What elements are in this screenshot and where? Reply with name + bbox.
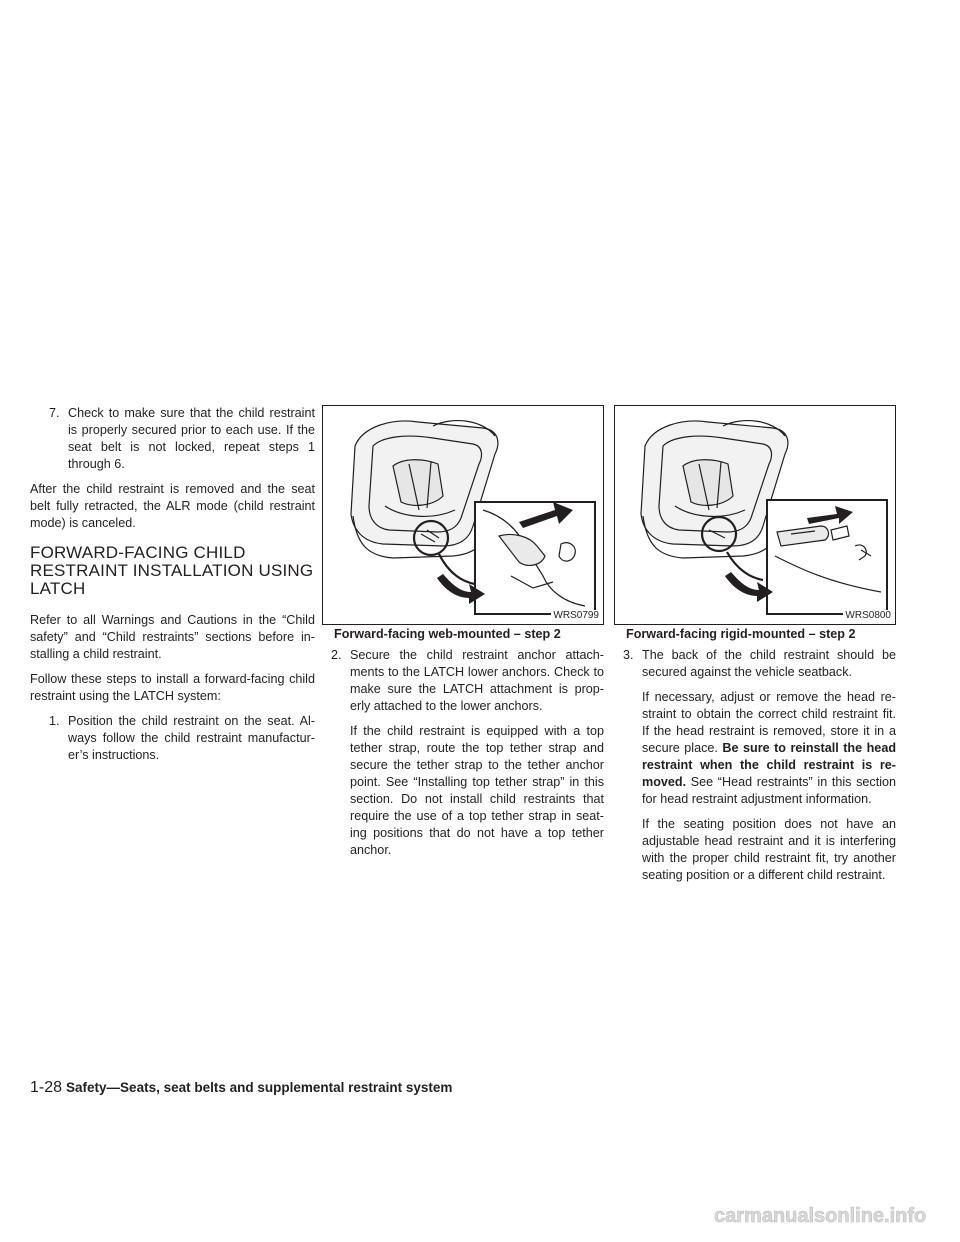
section-title: Safety—Seats, seat belts and supplemental restraint system bbox=[66, 1080, 453, 1095]
child-seat-rigid-mounted-illustration bbox=[615, 406, 895, 624]
alr-paragraph: After the child restraint is removed and the seat belt fully retracted, the ALR mode (child restraint mode) is canceled. bbox=[30, 482, 315, 530]
left-column bbox=[30, 405, 315, 772]
step-2-text: Secure the child restraint anchor attach- ments to the LATCH lower anchors. Check to make sure the LATCH attachment is prop- erly attached to the lower anchors. bbox=[350, 648, 604, 713]
tether-paragraph: If the child restraint is equipped with a top tether strap, route the top tether strap and secure the tether strap to the tether anchor point. See “Installing top tether strap” in this section. Do not install child restraints that require the use of a top tether strap in seat- ing positions that do not have a top tether anchor. bbox=[350, 724, 604, 857]
step-7-number: 7. bbox=[49, 406, 60, 420]
figure-rigid-mounted bbox=[614, 405, 896, 625]
step-3-number: 3. bbox=[623, 648, 634, 662]
section-heading: FORWARD-FACING CHILD RESTRAINT INSTALLATION USING LATCH bbox=[30, 543, 314, 598]
follow-paragraph: Follow these steps to install a forward-facing child restraint using the LATCH system: bbox=[30, 672, 315, 703]
step-2 bbox=[322, 647, 604, 715]
child-seat-web-mounted-illustration bbox=[323, 406, 603, 624]
watermark-text: carmanualsonline.info bbox=[714, 1205, 927, 1227]
step-3-text: The back of the child restraint should be secured against the vehicle seatback. bbox=[642, 648, 896, 679]
step-7-text: Check to make sure that the child restraint is properly secured prior to each use. If the seat belt is not locked, repeat steps 1 through 6. bbox=[68, 406, 315, 471]
page-footer bbox=[30, 1079, 452, 1097]
figure-code: WRS0799 bbox=[553, 610, 599, 621]
step-7 bbox=[30, 405, 315, 473]
middle-column bbox=[322, 405, 604, 867]
site-watermark-logo bbox=[710, 1192, 940, 1238]
step-3 bbox=[614, 647, 896, 681]
step-1-text: Position the child restraint on the seat. Al- ways follow the child restraint manufactur- er’s instructions. bbox=[68, 714, 315, 762]
figure-web-mounted bbox=[322, 405, 604, 625]
figure-caption: Forward-facing rigid-mounted – step 2 bbox=[626, 627, 856, 641]
step-1 bbox=[30, 713, 315, 764]
head-restraint-text-1: If necessary, adjust or remove the head re- straint to obtain the correct child restraint fit. If the head restraint is removed, store it in a secure place. bbox=[642, 690, 896, 755]
refer-paragraph: Refer to all Warnings and Cautions in the “Child safety” and “Child restraints” sections before in- stalling a child restraint. bbox=[30, 613, 315, 661]
right-column bbox=[614, 405, 896, 892]
head-restraint-text-2: See “Head restraints” in this section for head restraint adjustment information. bbox=[642, 775, 896, 806]
step-1-number: 1. bbox=[49, 714, 60, 728]
head-restraint-paragraph bbox=[614, 689, 896, 808]
head-restraint-warning: Be sure to reinstall the head restraint when the child restraint is re- moved. bbox=[642, 741, 897, 789]
step-2-number: 2. bbox=[331, 648, 342, 662]
page-number: 1-28 bbox=[30, 1079, 63, 1096]
figure-caption: Forward-facing web-mounted – step 2 bbox=[334, 627, 561, 641]
figure-code: WRS0800 bbox=[845, 610, 891, 621]
seating-position-paragraph: If the seating position does not have an adjustable head restraint and it is interfering with the proper child restraint fit, try another seating position or a different child restraint. bbox=[642, 817, 896, 882]
